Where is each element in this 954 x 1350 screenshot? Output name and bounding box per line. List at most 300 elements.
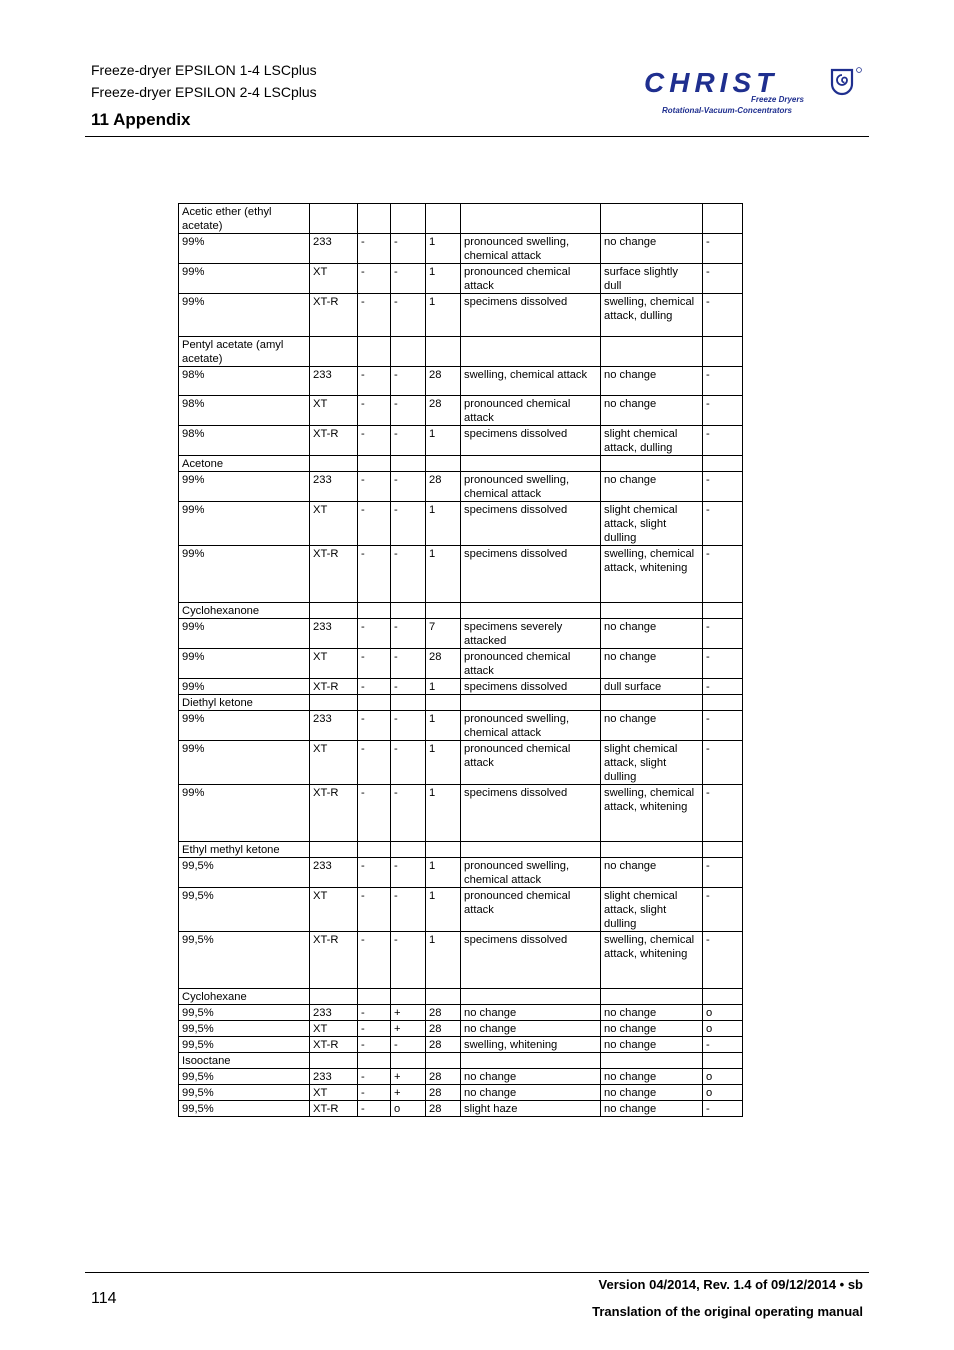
cell-material-type: 233 xyxy=(310,367,358,396)
cell-col-3: - xyxy=(358,1085,391,1101)
cell-days: 1 xyxy=(426,858,461,888)
cell-material-type xyxy=(310,1053,358,1069)
cell-surface-result xyxy=(601,204,703,234)
cell-material-type: 233 xyxy=(310,858,358,888)
cell-specimen-result: pronounced chemical attack xyxy=(461,649,601,679)
table-row xyxy=(179,1037,743,1053)
cell-material-type: XT-R xyxy=(310,546,358,603)
cell-col-4 xyxy=(391,456,426,472)
cell-specimen-result xyxy=(461,695,601,711)
cell-surface-result: no change xyxy=(601,1069,703,1085)
cell-rating xyxy=(703,695,743,711)
cell-specimen-result: pronounced swelling, chemical attack xyxy=(461,234,601,264)
cell-col-4 xyxy=(391,1053,426,1069)
cell-days: 1 xyxy=(426,932,461,989)
cell-days: 28 xyxy=(426,396,461,426)
cell-col-3 xyxy=(358,842,391,858)
table-row xyxy=(179,649,743,679)
cell-rating: - xyxy=(703,234,743,264)
table-row xyxy=(179,888,743,932)
table-row xyxy=(179,337,743,367)
cell-rating: - xyxy=(703,785,743,842)
table-row xyxy=(179,1005,743,1021)
cell-days: 1 xyxy=(426,502,461,546)
cell-col-4: - xyxy=(391,711,426,741)
cell-col-4 xyxy=(391,842,426,858)
cell-surface-result xyxy=(601,603,703,619)
cell-col-3: - xyxy=(358,396,391,426)
cell-substance-concentration: Isooctane xyxy=(179,1053,310,1069)
cell-material-type: XT-R xyxy=(310,679,358,695)
cell-col-4: - xyxy=(391,234,426,264)
cell-rating xyxy=(703,989,743,1005)
cell-material-type xyxy=(310,337,358,367)
cell-days: 28 xyxy=(426,1021,461,1037)
logo-tagline-freeze-dryers: Freeze Dryers xyxy=(751,95,804,104)
cell-col-3: - xyxy=(358,711,391,741)
cell-surface-result xyxy=(601,842,703,858)
cell-substance-concentration: 99,5% xyxy=(179,1021,310,1037)
logo-tagline-concentrators: Rotational-Vacuum-Concentrators xyxy=(662,106,792,115)
cell-substance-concentration: 99% xyxy=(179,472,310,502)
cell-rating: - xyxy=(703,1101,743,1117)
cell-col-3: - xyxy=(358,888,391,932)
cell-days: 28 xyxy=(426,472,461,502)
cell-rating: o xyxy=(703,1021,743,1037)
table-row xyxy=(179,204,743,234)
cell-specimen-result xyxy=(461,337,601,367)
cell-days: 1 xyxy=(426,546,461,603)
cell-col-4: - xyxy=(391,546,426,603)
cell-surface-result xyxy=(601,695,703,711)
cell-material-type: XT xyxy=(310,888,358,932)
cell-rating: - xyxy=(703,426,743,456)
cell-days: 28 xyxy=(426,1101,461,1117)
cell-days: 1 xyxy=(426,888,461,932)
cell-substance-concentration: 99,5% xyxy=(179,888,310,932)
cell-rating: - xyxy=(703,1037,743,1053)
cell-material-type: 233 xyxy=(310,1069,358,1085)
cell-days xyxy=(426,456,461,472)
cell-specimen-result xyxy=(461,204,601,234)
cell-substance-concentration: 98% xyxy=(179,426,310,456)
translation-note: Translation of the original operating manual xyxy=(592,1304,863,1319)
table-row xyxy=(179,695,743,711)
cell-substance-concentration: 99,5% xyxy=(179,1005,310,1021)
table-row xyxy=(179,456,743,472)
table-row xyxy=(179,741,743,785)
cell-col-3: - xyxy=(358,426,391,456)
cell-col-3: - xyxy=(358,649,391,679)
cell-col-4: - xyxy=(391,741,426,785)
table-row xyxy=(179,619,743,649)
cell-material-type: XT-R xyxy=(310,785,358,842)
cell-substance-concentration: 99,5% xyxy=(179,858,310,888)
cell-specimen-result xyxy=(461,603,601,619)
cell-substance-concentration: 99,5% xyxy=(179,1085,310,1101)
cell-col-4: + xyxy=(391,1069,426,1085)
header-divider xyxy=(85,136,869,137)
cell-specimen-result: specimens severely attacked xyxy=(461,619,601,649)
cell-rating xyxy=(703,204,743,234)
cell-col-3 xyxy=(358,1053,391,1069)
cell-surface-result: no change xyxy=(601,619,703,649)
chemical-resistance-table xyxy=(178,203,743,1117)
table-row xyxy=(179,472,743,502)
cell-rating: - xyxy=(703,932,743,989)
cell-col-3: - xyxy=(358,741,391,785)
cell-material-type: XT-R xyxy=(310,1037,358,1053)
cell-substance-concentration: Acetic ether (ethyl acetate) xyxy=(179,204,310,234)
cell-substance-concentration: Cyclohexanone xyxy=(179,603,310,619)
cell-substance-concentration: Diethyl ketone xyxy=(179,695,310,711)
cell-specimen-result: specimens dissolved xyxy=(461,546,601,603)
cell-col-4: + xyxy=(391,1085,426,1101)
cell-col-4: - xyxy=(391,932,426,989)
cell-col-4: - xyxy=(391,785,426,842)
section-title: 11 Appendix xyxy=(91,110,191,129)
cell-days: 28 xyxy=(426,649,461,679)
cell-surface-result: surface slightly dull xyxy=(601,264,703,294)
cell-material-type xyxy=(310,842,358,858)
cell-substance-concentration: 99% xyxy=(179,546,310,603)
cell-days: 1 xyxy=(426,426,461,456)
cell-col-4: - xyxy=(391,426,426,456)
cell-material-type: 233 xyxy=(310,1005,358,1021)
cell-surface-result: no change xyxy=(601,234,703,264)
cell-material-type xyxy=(310,695,358,711)
table-row xyxy=(179,294,743,337)
cell-col-4: - xyxy=(391,502,426,546)
cell-surface-result: no change xyxy=(601,1037,703,1053)
cell-rating: - xyxy=(703,546,743,603)
cell-specimen-result: pronounced chemical attack xyxy=(461,396,601,426)
cell-days xyxy=(426,1053,461,1069)
cell-col-4: - xyxy=(391,858,426,888)
cell-specimen-result: pronounced swelling, chemical attack xyxy=(461,472,601,502)
cell-material-type: 233 xyxy=(310,711,358,741)
cell-col-4: + xyxy=(391,1005,426,1021)
cell-specimen-result: pronounced swelling, chemical attack xyxy=(461,858,601,888)
cell-days: 1 xyxy=(426,679,461,695)
cell-col-3: - xyxy=(358,1101,391,1117)
cell-specimen-result: swelling, chemical attack xyxy=(461,367,601,396)
cell-days: 28 xyxy=(426,367,461,396)
cell-col-3: - xyxy=(358,294,391,337)
cell-days: 1 xyxy=(426,741,461,785)
cell-substance-concentration: 99% xyxy=(179,741,310,785)
cell-surface-result: no change xyxy=(601,472,703,502)
cell-days: 1 xyxy=(426,234,461,264)
cell-rating: - xyxy=(703,649,743,679)
cell-col-4: - xyxy=(391,1037,426,1053)
cell-substance-concentration: Cyclohexane xyxy=(179,989,310,1005)
table-row xyxy=(179,603,743,619)
cell-col-3: - xyxy=(358,932,391,989)
cell-material-type: XT-R xyxy=(310,1101,358,1117)
cell-surface-result: slight chemical attack, slight dulling xyxy=(601,741,703,785)
cell-material-type xyxy=(310,989,358,1005)
table-row xyxy=(179,264,743,294)
cell-rating xyxy=(703,337,743,367)
cell-substance-concentration: 99,5% xyxy=(179,1069,310,1085)
cell-substance-concentration: 99% xyxy=(179,785,310,842)
cell-material-type: XT xyxy=(310,1085,358,1101)
cell-rating: o xyxy=(703,1069,743,1085)
cell-surface-result xyxy=(601,337,703,367)
cell-col-3 xyxy=(358,337,391,367)
cell-material-type: XT-R xyxy=(310,932,358,989)
cell-days: 1 xyxy=(426,294,461,337)
cell-specimen-result: no change xyxy=(461,1021,601,1037)
cell-rating: - xyxy=(703,502,743,546)
cell-rating: o xyxy=(703,1085,743,1101)
cell-days: 1 xyxy=(426,785,461,842)
cell-specimen-result: pronounced chemical attack xyxy=(461,264,601,294)
cell-rating: - xyxy=(703,367,743,396)
cell-col-3: - xyxy=(358,679,391,695)
footer-divider xyxy=(85,1272,869,1273)
cell-col-3: - xyxy=(358,1005,391,1021)
cell-days xyxy=(426,204,461,234)
cell-days xyxy=(426,603,461,619)
cell-rating: - xyxy=(703,264,743,294)
table-row xyxy=(179,932,743,989)
cell-col-4: - xyxy=(391,649,426,679)
cell-specimen-result: swelling, whitening xyxy=(461,1037,601,1053)
cell-material-type: 233 xyxy=(310,619,358,649)
table-row xyxy=(179,858,743,888)
cell-col-4: - xyxy=(391,472,426,502)
cell-col-4: - xyxy=(391,294,426,337)
cell-specimen-result: no change xyxy=(461,1069,601,1085)
table-row xyxy=(179,426,743,456)
cell-col-4: + xyxy=(391,1021,426,1037)
cell-col-3: - xyxy=(358,858,391,888)
cell-surface-result: slight chemical attack, slight dulling xyxy=(601,888,703,932)
cell-days xyxy=(426,695,461,711)
cell-surface-result xyxy=(601,456,703,472)
table-row xyxy=(179,1069,743,1085)
cell-rating: - xyxy=(703,711,743,741)
cell-rating: - xyxy=(703,294,743,337)
cell-col-4 xyxy=(391,204,426,234)
cell-rating xyxy=(703,603,743,619)
cell-specimen-result: specimens dissolved xyxy=(461,294,601,337)
cell-col-4 xyxy=(391,989,426,1005)
cell-rating xyxy=(703,842,743,858)
page-number: 114 xyxy=(91,1290,117,1307)
cell-rating: - xyxy=(703,741,743,785)
cell-specimen-result: specimens dissolved xyxy=(461,785,601,842)
cell-surface-result: no change xyxy=(601,396,703,426)
cell-substance-concentration: 99% xyxy=(179,711,310,741)
cell-col-3: - xyxy=(358,367,391,396)
cell-days xyxy=(426,989,461,1005)
cell-days: 1 xyxy=(426,264,461,294)
cell-col-3: - xyxy=(358,546,391,603)
table-row xyxy=(179,989,743,1005)
cell-col-4 xyxy=(391,695,426,711)
cell-specimen-result: specimens dissolved xyxy=(461,679,601,695)
table-row xyxy=(179,546,743,603)
cell-surface-result: slight chemical attack, slight dulling xyxy=(601,502,703,546)
cell-col-3: - xyxy=(358,502,391,546)
cell-col-4: - xyxy=(391,264,426,294)
cell-col-3 xyxy=(358,695,391,711)
cell-specimen-result xyxy=(461,456,601,472)
table-row xyxy=(179,785,743,842)
cell-surface-result xyxy=(601,1053,703,1069)
cell-col-4: - xyxy=(391,619,426,649)
cell-surface-result: no change xyxy=(601,1101,703,1117)
cell-specimen-result: specimens dissolved xyxy=(461,932,601,989)
cell-days: 7 xyxy=(426,619,461,649)
table-row xyxy=(179,1085,743,1101)
table-row xyxy=(179,396,743,426)
table-row xyxy=(179,711,743,741)
cell-material-type: XT xyxy=(310,1021,358,1037)
cell-rating xyxy=(703,1053,743,1069)
cell-col-3: - xyxy=(358,1021,391,1037)
table-row xyxy=(179,1021,743,1037)
cell-col-4: - xyxy=(391,367,426,396)
cell-specimen-result xyxy=(461,1053,601,1069)
cell-substance-concentration: 99% xyxy=(179,502,310,546)
cell-days xyxy=(426,337,461,367)
cell-specimen-result: no change xyxy=(461,1005,601,1021)
cell-specimen-result: pronounced swelling, chemical attack xyxy=(461,711,601,741)
cell-col-3 xyxy=(358,456,391,472)
cell-specimen-result: specimens dissolved xyxy=(461,502,601,546)
cell-material-type: XT xyxy=(310,264,358,294)
cell-surface-result: no change xyxy=(601,858,703,888)
cell-rating: - xyxy=(703,679,743,695)
table-body xyxy=(179,204,743,1117)
cell-surface-result: no change xyxy=(601,1085,703,1101)
cell-days: 28 xyxy=(426,1005,461,1021)
cell-substance-concentration: 99,5% xyxy=(179,932,310,989)
cell-surface-result: swelling, chemical attack, whitening xyxy=(601,932,703,989)
cell-material-type: XT-R xyxy=(310,426,358,456)
cell-col-4: - xyxy=(391,396,426,426)
header-product-line-1: Freeze-dryer EPSILON 1-4 LSCplus xyxy=(91,62,317,78)
table-row xyxy=(179,842,743,858)
table-row xyxy=(179,234,743,264)
table-row xyxy=(179,1053,743,1069)
cell-col-4: - xyxy=(391,888,426,932)
cell-days: 28 xyxy=(426,1069,461,1085)
cell-specimen-result: pronounced chemical attack xyxy=(461,741,601,785)
cell-substance-concentration: Pentyl acetate (amyl acetate) xyxy=(179,337,310,367)
cell-rating: - xyxy=(703,396,743,426)
cell-col-3: - xyxy=(358,264,391,294)
cell-surface-result: no change xyxy=(601,1005,703,1021)
cell-specimen-result: specimens dissolved xyxy=(461,426,601,456)
cell-col-3 xyxy=(358,204,391,234)
logo-brand-text: CHRIST xyxy=(644,67,779,98)
cell-days: 28 xyxy=(426,1085,461,1101)
cell-substance-concentration: 99,5% xyxy=(179,1037,310,1053)
cell-col-3: - xyxy=(358,1037,391,1053)
cell-substance-concentration: 99% xyxy=(179,294,310,337)
cell-substance-concentration: 99% xyxy=(179,649,310,679)
version-info: Version 04/2014, Rev. 1.4 of 09/12/2014 • sb xyxy=(598,1277,863,1292)
cell-col-4: o xyxy=(391,1101,426,1117)
cell-col-3: - xyxy=(358,472,391,502)
cell-material-type: 233 xyxy=(310,472,358,502)
cell-specimen-result xyxy=(461,842,601,858)
cell-material-type xyxy=(310,456,358,472)
cell-specimen-result: no change xyxy=(461,1085,601,1101)
cell-surface-result: no change xyxy=(601,649,703,679)
cell-rating: - xyxy=(703,619,743,649)
cell-material-type xyxy=(310,603,358,619)
cell-material-type: XT-R xyxy=(310,294,358,337)
cell-surface-result: dull surface xyxy=(601,679,703,695)
table-row xyxy=(179,502,743,546)
cell-surface-result: no change xyxy=(601,367,703,396)
table-row xyxy=(179,1101,743,1117)
cell-rating: - xyxy=(703,472,743,502)
table-row xyxy=(179,679,743,695)
cell-material-type: 233 xyxy=(310,234,358,264)
cell-substance-concentration: 99% xyxy=(179,619,310,649)
cell-surface-result: swelling, chemical attack, whitening xyxy=(601,546,703,603)
cell-substance-concentration: 98% xyxy=(179,367,310,396)
cell-rating: - xyxy=(703,858,743,888)
cell-col-4 xyxy=(391,337,426,367)
cell-rating xyxy=(703,456,743,472)
cell-surface-result: slight chemical attack, dulling xyxy=(601,426,703,456)
cell-substance-concentration: Ethyl methyl ketone xyxy=(179,842,310,858)
cell-days: 1 xyxy=(426,711,461,741)
cell-substance-concentration: 99% xyxy=(179,234,310,264)
cell-col-3 xyxy=(358,989,391,1005)
table-row xyxy=(179,367,743,396)
cell-days: 28 xyxy=(426,1037,461,1053)
cell-material-type xyxy=(310,204,358,234)
cell-substance-concentration: 99% xyxy=(179,679,310,695)
cell-surface-result: no change xyxy=(601,1021,703,1037)
cell-col-3 xyxy=(358,603,391,619)
header-product-line-2: Freeze-dryer EPSILON 2-4 LSCplus xyxy=(91,84,317,100)
cell-col-4 xyxy=(391,603,426,619)
cell-substance-concentration: 99,5% xyxy=(179,1101,310,1117)
cell-specimen-result: pronounced chemical attack xyxy=(461,888,601,932)
cell-material-type: XT xyxy=(310,649,358,679)
cell-surface-result xyxy=(601,989,703,1005)
cell-col-4: - xyxy=(391,679,426,695)
cell-col-3: - xyxy=(358,234,391,264)
cell-material-type: XT xyxy=(310,396,358,426)
cell-material-type: XT xyxy=(310,741,358,785)
cell-surface-result: no change xyxy=(601,711,703,741)
cell-substance-concentration: Acetone xyxy=(179,456,310,472)
cell-rating: o xyxy=(703,1005,743,1021)
cell-surface-result: swelling, chemical attack, whitening xyxy=(601,785,703,842)
cell-specimen-result xyxy=(461,989,601,1005)
cell-substance-concentration: 99% xyxy=(179,264,310,294)
cell-material-type: XT xyxy=(310,502,358,546)
cell-col-3: - xyxy=(358,1069,391,1085)
cell-specimen-result: slight haze xyxy=(461,1101,601,1117)
cell-surface-result: swelling, chemical attack, dulling xyxy=(601,294,703,337)
cell-col-3: - xyxy=(358,785,391,842)
cell-col-3: - xyxy=(358,619,391,649)
cell-substance-concentration: 98% xyxy=(179,396,310,426)
cell-rating: - xyxy=(703,888,743,932)
